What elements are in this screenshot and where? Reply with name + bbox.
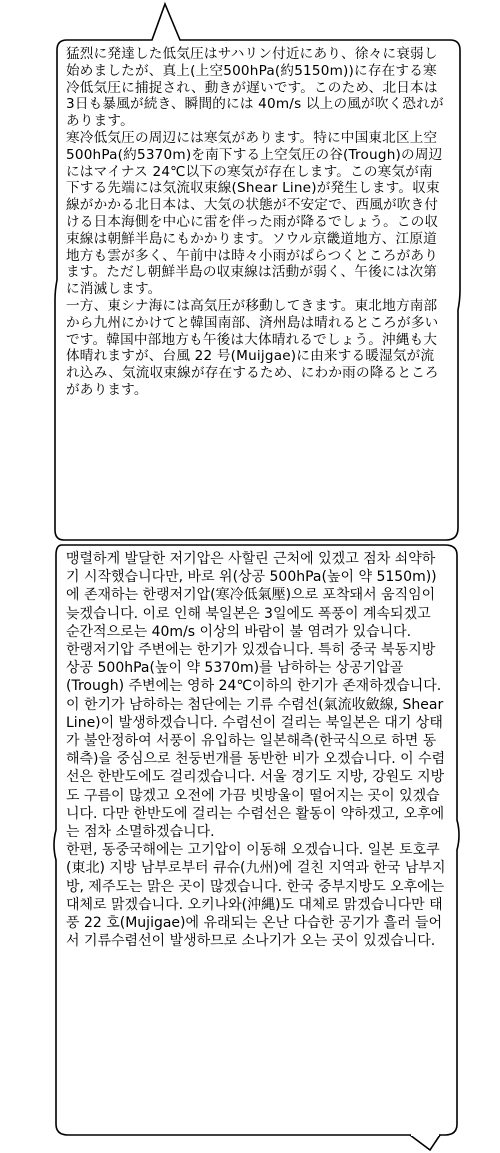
japanese-paragraph: 寒冷低気圧の周辺には寒気があります。特に中国東北区上空500hPa(約5370m)を南下する上空気圧の谷(Trough)の周辺にはマイナス 24℃以下の寒気が存在します。この寒気が南下する先端には気流収束線(Shear Line)が発生します。収束線がかかる北日本は、大気の状態が不安定で、西風が吹き付ける日本海側を中心に雷を伴った雨が降るでしょう。この収束線は朝鮮半島にもかかります。ソウル京畿道地方、江原道地方も雲が多く、午前中は時々小雨がぱらつくところがあります。ただし朝鮮半島の収束線は活動が弱く、午後には次第に消滅します。 [66,129,443,298]
japanese-paragraph: 猛烈に発達した低気圧はサハリン付近にあり、徐々に衰弱し始めましたが、真上(上空500hPa(約5150m))に存在する寒冷低気圧に捕捉され、動きが遅いです。このため、北日本は3日も暴風が続き、瞬間的には 40m/s 以上の風が吹く恐れがあります。 [66,46,444,130]
korean-paragraph: 맹렬하게 발달한 저기압은 사할린 근처에 있겠고 점차 쇠약하기 시작했습니다만, 바로 위(상공 500hPa(높이 약 5150m)) 에 존재하는 한랭저기압(寒冷低氣壓)으로 포착돼서 움직임이 늦겠습니다. 이로 인해 북일본은 3일에도 폭풍이 계속되겠고 순간적으로는 40m/s 이상의 바람이 불 염려가 있습니다. [66,551,437,640]
japanese-paragraph: 一方、東シナ海には高気圧が移動してきます。東北地方南部から九州にかけてと韓国南部、済州島は晴れるところが多いです。韓国中部地方も午後は大体晴れるでしょう。沖縄も大体晴れますが、台風 22 号(Muijgae)に由来する暖湿気が流れ込み、気流収束線が存在するため、にわか雨の降るところがあります。 [66,297,439,398]
korean-forecast-text [66,550,448,950]
korean-paragraph: 한랭저기압 주변에는 한기가 있겠습니다. 특히 중국 북동지방 상공 500hPa(높이 약 5370m)를 남하하는 상공기압골(Trough) 주변에는 영하 24℃이하의 한기가 존재하겠습니다. 이 한기가 남하하는 첨단에는 기류 수렴선(氣流收斂線, Shear Line)이 발생하겠습니다. 수렴선이 걸리는 북일본은 대기 상태가 불안정하여 서풍이 유입하는 일본해측(한국식으로 하면 동해측)을 중심으로 천둥번개를 동반한 비가 오겠습니다. 이 수렴선은 한반도에도 걸리겠습니다. 서울 경기도 지방, 강원도 지방도 구름이 많겠고 오전에 가끔 빗방울이 떨어지는 곳이 있겠습니다. 다만 한반도에 걸리는 수렴선은 활동이 약하겠고, 오후에는 점차 소멸하겠습니다. [66,642,446,841]
lower-bubble-tail [410,1135,440,1150]
japanese-forecast-text [66,46,444,399]
korean-paragraph: 한편, 동중국해에는 고기압이 이동해 오겠습니다. 일본 토호쿠(東北) 지방 남부로부터 큐슈(九州)에 걸친 지역과 한국 남부지방, 제주도는 맑은 곳이 많겠습니다. 한국 중부지방도 오후에는 대체로 맑겠습니다. 오키나와(沖縄)도 대체로 맑겠습니다만 태풍 22 호(Mujigae)에 유래되는 온난 다습한 공기가 흘러 들어서 기류수렴선이 발생하므로 소나기가 오는 곳이 있겠습니다. [66,842,446,950]
